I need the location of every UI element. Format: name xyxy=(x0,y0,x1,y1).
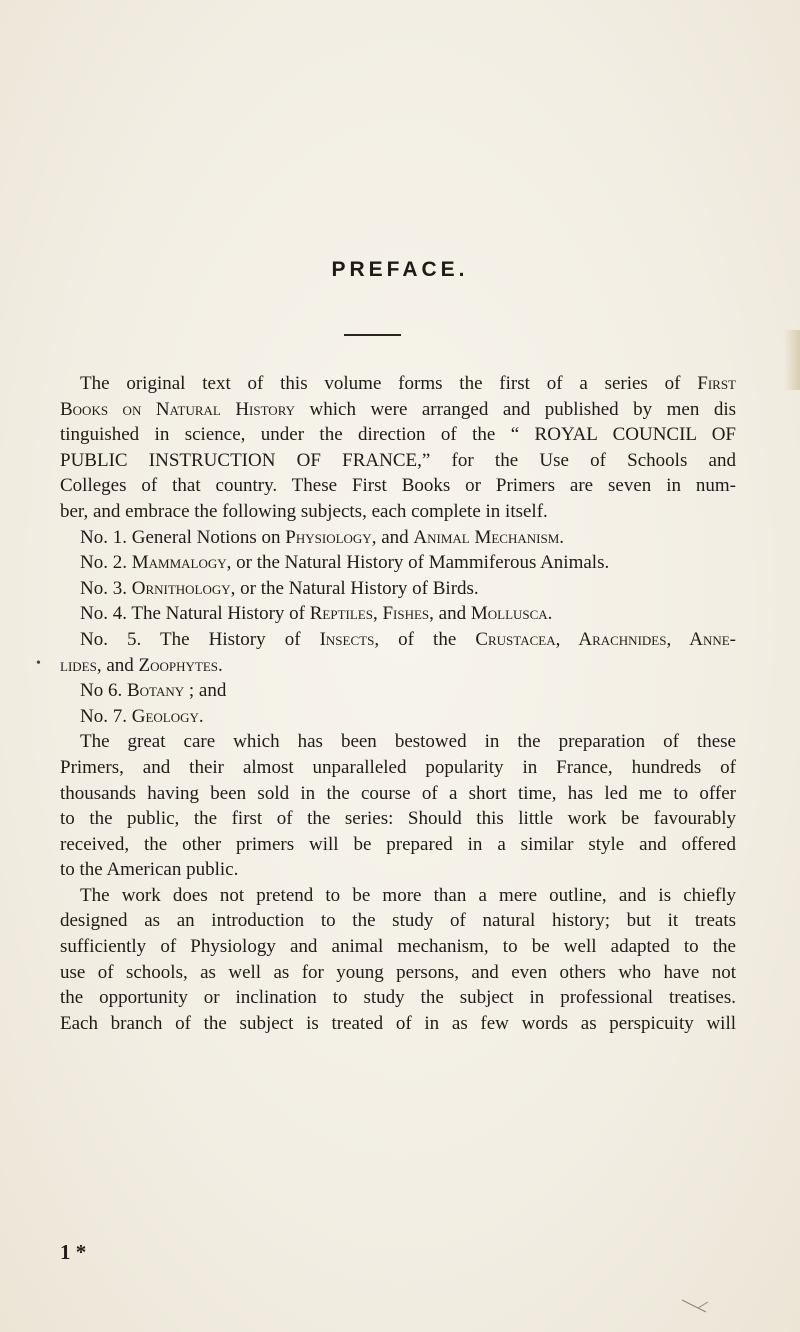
paragraph-3-line-2: designed as an introduction to the study of natural history; but it treats xyxy=(60,910,736,932)
text-run: which were arranged and published by men dis xyxy=(295,398,736,420)
small-caps-run: Geology. xyxy=(126,705,204,727)
list-item-5 xyxy=(60,627,736,653)
title-rule xyxy=(344,334,401,336)
text-run: The original text of this volume forms the first of a series of xyxy=(80,373,698,394)
small-caps-run: lides, xyxy=(60,654,102,676)
text-run: The History of xyxy=(141,628,320,650)
text-run: General Notions on xyxy=(126,526,286,548)
pencil-mark-icon xyxy=(680,1298,710,1314)
list-number: No. 3. xyxy=(80,577,127,599)
paragraph-1-line-1 xyxy=(60,371,736,397)
list-item-7 xyxy=(60,704,736,730)
list-number: No 6. xyxy=(80,680,123,702)
small-caps-run: Crustacea, Arachnides, Anne- xyxy=(475,628,736,650)
text-run: , or the Natural History of Mammiferous Animals. xyxy=(226,552,610,574)
paragraph-1-line-2 xyxy=(60,397,736,423)
paragraph-3-line-6: Each branch of the subject is treated of in as few words as perspicuity will xyxy=(60,1012,736,1034)
small-caps-run: Botany xyxy=(122,680,185,702)
signature-mark: 1 * xyxy=(60,1240,87,1264)
small-caps-run: Reptiles, Fishes, xyxy=(309,603,434,625)
paragraph-2-line-5: received, the other primers will be prepared in a similar style and offered xyxy=(60,833,736,855)
small-caps-run: Mammalogy xyxy=(126,552,227,574)
paragraph-2-line-6: to the American public. xyxy=(60,859,239,881)
page-edge-stain xyxy=(784,330,800,390)
paragraph-2-line-1: The great care which has been bestowed in the preparation of these xyxy=(80,731,736,753)
paragraph-3-line-3: sufficiently of Physiology and animal mechanism, to be well adapted to the xyxy=(60,936,736,958)
margin-mark: • xyxy=(36,656,41,671)
page-title: PREFACE. xyxy=(331,258,469,281)
list-number: No. 2. xyxy=(80,552,127,574)
text-run: ; and xyxy=(184,680,227,702)
paragraph-2-line-2: Primers, and their almost unparalleled popularity in France, hundreds of xyxy=(60,756,736,778)
paragraph-3-line-5: the opportunity or inclination to study the subject in professional treatises. xyxy=(60,987,736,1009)
text-run: , and xyxy=(371,526,414,548)
text-run: and xyxy=(433,603,471,625)
list-item-4 xyxy=(60,601,736,627)
paragraph-1-line-4: PUBLIC INSTRUCTION OF FRANCE,” for the Use of Schools and xyxy=(60,449,736,471)
paragraph-1-line-5: Colleges of that country. These First Books or Primers are seven in num- xyxy=(60,475,736,497)
paragraph-2-line-4: to the public, the first of the series: Should this little work be favourably xyxy=(60,808,736,830)
text-run: , or the Natural History of Birds. xyxy=(230,577,479,599)
text-run: of the xyxy=(379,628,476,650)
paragraph-3-line-1: The work does not pretend to be more than a mere outline, and is chiefly xyxy=(80,884,736,906)
list-number: No. 4. xyxy=(80,603,127,625)
paragraph-2-line-3: thousands having been sold in the course of a short time, has led me to offer xyxy=(60,782,736,804)
paragraph-1-line-6: ber, and embrace the following subjects, each complete in itself. xyxy=(60,500,548,522)
text-run: and xyxy=(101,654,139,676)
text-run: The Natural History of xyxy=(126,603,310,625)
small-caps-run: Physiology xyxy=(285,526,372,548)
paragraph-3-line-4: use of schools, as well as for young persons, and even others who have not xyxy=(60,961,736,983)
list-number: No. 5. xyxy=(80,628,142,650)
small-caps-run: Zoophytes. xyxy=(138,654,223,676)
preface-body xyxy=(60,371,736,1036)
small-caps-run: Insects, xyxy=(319,628,380,650)
small-caps-run: Books on Natural History xyxy=(60,398,296,420)
list-item-1 xyxy=(60,525,736,551)
paragraph-1-line-3: tinguished in science, under the direction of the “ ROYAL COUNCIL OF xyxy=(60,424,736,446)
list-item-6 xyxy=(60,678,736,704)
list-item-2 xyxy=(60,550,736,576)
list-item-5-continued xyxy=(60,653,736,679)
small-caps-run: Mollusca. xyxy=(470,603,553,625)
small-caps-run: First xyxy=(697,373,736,394)
list-number: No. 7. xyxy=(80,705,127,727)
small-caps-run: Ornithology xyxy=(126,577,231,599)
list-number: No. 1. xyxy=(80,526,127,548)
list-item-3 xyxy=(60,576,736,602)
small-caps-run: Animal Mechanism. xyxy=(413,526,565,548)
